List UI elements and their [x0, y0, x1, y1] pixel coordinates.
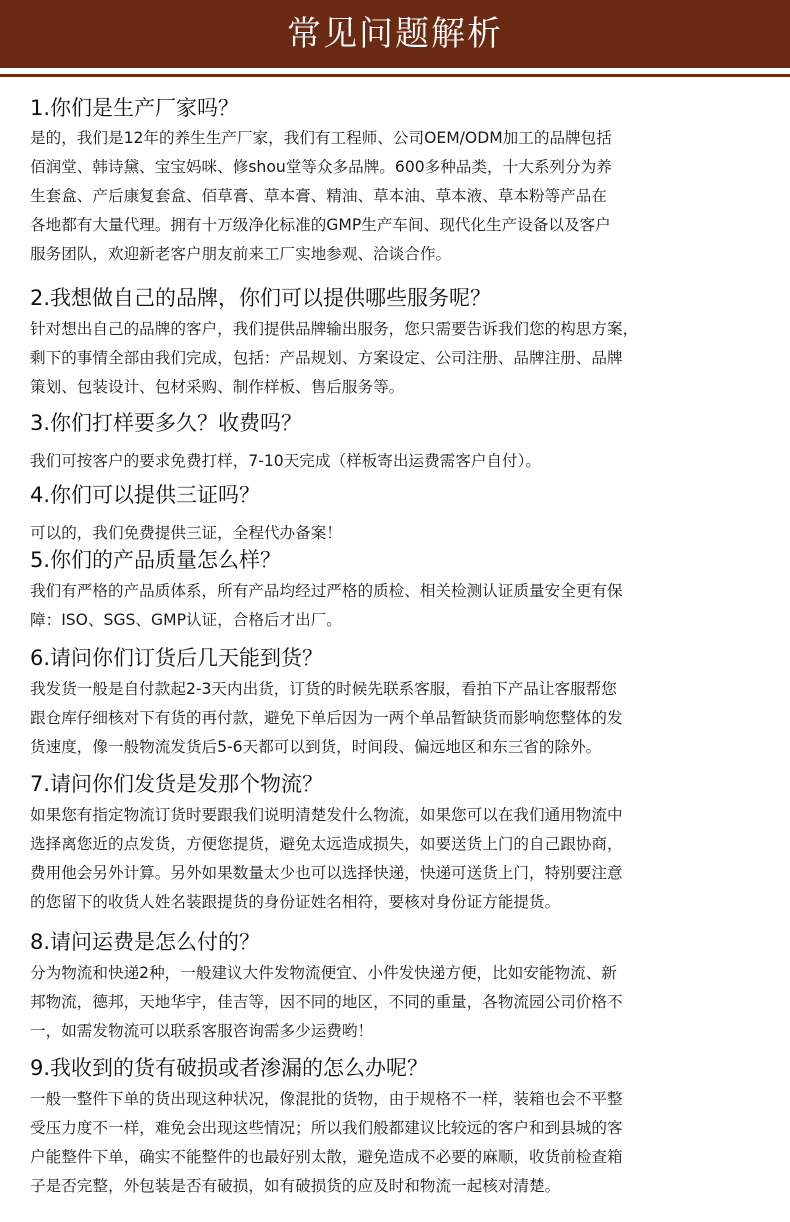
faq-question: 3.你们打样要多久？收费吗？	[30, 411, 303, 435]
faq-question: 7.请问你们发货是发那个物流？	[30, 772, 324, 796]
faq-answer: 可以的，我们免费提供三证，全程代办备案！	[30, 524, 342, 542]
faq-question: 5.你们的产品质量怎么样？	[30, 548, 282, 572]
faq-question: 6.请问你们订货后几天能到货？	[30, 646, 324, 670]
faq-item-6	[30, 644, 780, 762]
faq-item-9	[30, 1054, 780, 1201]
faq-question: 2.我想做自己的品牌，你们可以提供哪些服务呢？	[30, 286, 492, 310]
faq-item-5	[30, 546, 780, 635]
faq-answer: 如果您有指定物流订货时要跟我们说明清楚发什么物流，如果您可以在我们通用物流中 选择离您近的点发货，方便您提货，避免太远造成损失，如要送货上门的自己跟协商， 费用他会另外计算。另外如果数量太少也可以选择快递，快递可送货上门，特别要注意 的您留下的收货人姓名装跟提货的身份证姓名相符，要核对身份证方能提货。	[30, 806, 623, 911]
page-title: 常见问题解析	[287, 14, 503, 54]
faq-question: 9.我收到的货有破损或者渗漏的怎么办呢？	[30, 1056, 429, 1080]
faq-answer: 我发货一般是自付款起2-3天内出货，订货的时候先联系客服，看拍下产品让客服帮您 跟仓库仔细核对下有货的再付款，避免下单后因为一两个单品暂缺货而影响您整体的发 货速度，像一般物流发货后5-6天都可以到货，时间段、偏远地区和东三省的除外。	[30, 680, 623, 756]
faq-answer: 一般一整件下单的货出现这种状况，像混批的货物，由于规格不一样，装箱也会不平整 受压力度不一样，难免会出现这些情况；所以我们般都建议比较远的客户和到县城的客 户能整件下单，确实不能整件的也最好别太散，避免造成不必要的麻顺，收货前检查箱 子是否完整，外包装是否有破损，如有破损货的应及时和物流一起核对清楚。	[30, 1090, 623, 1195]
faq-question: 1.你们是生产厂家吗？	[30, 96, 240, 120]
faq-answer: 我们可按客户的要求免费打样，7-10天完成（样板寄出运费需客户自付）。	[30, 452, 541, 470]
faq-item-1	[30, 94, 780, 269]
faq-answer: 分为物流和快递2种，一般建议大件发物流便宜、小件发快递方便，比如安能物流、新 邦物流，德邦，天地华宇，佳吉等，因不同的地区，不同的重量，各物流园公司价格不 一，如需发物流可以联系客服咨询需多少运费哟！	[30, 964, 623, 1040]
faq-item-7	[30, 770, 780, 917]
faq-item-4	[30, 481, 780, 548]
faq-answer: 我们有严格的产品质体系，所有产品均经过严格的质检、相关检测认证质量安全更有保 障：ISO、SGS、GMP认证，合格后才出厂。	[30, 582, 623, 629]
faq-item-8	[30, 928, 780, 1046]
faq-answer: 针对想出自己的品牌的客户，我们提供品牌输出服务，您只需要告诉我们您的构思方案， 剩下的事情全部由我们完成，包括：产品规划、方案设定、公司注册、品牌注册、品牌 策划、包装设计、包材采购、制作样板、售后服务等。	[30, 320, 639, 396]
faq-item-2	[30, 284, 780, 402]
faq-item-3	[30, 409, 780, 476]
faq-question: 4.你们可以提供三证吗？	[30, 483, 261, 507]
faq-answer: 是的，我们是12年的养生生产厂家，我们有工程师、公司OEM/ODM加工的品牌包括 佰润堂、韩诗黛、宝宝妈咪、修shou堂等众多品牌。600多种品类，十大系列分为养 生套盒、产后康复套盒、佰草膏、草本膏、精油、草本油、草本液、草本粉等产品在 各地都有大量代理。拥有十万级净化标准的GMP生产车间、现代化生产设备以及客户 服务团队，欢迎新老客户朋友前来工厂实地参观、洽谈合作。	[30, 129, 612, 263]
faq-question: 8.请问运费是怎么付的？	[30, 930, 261, 954]
